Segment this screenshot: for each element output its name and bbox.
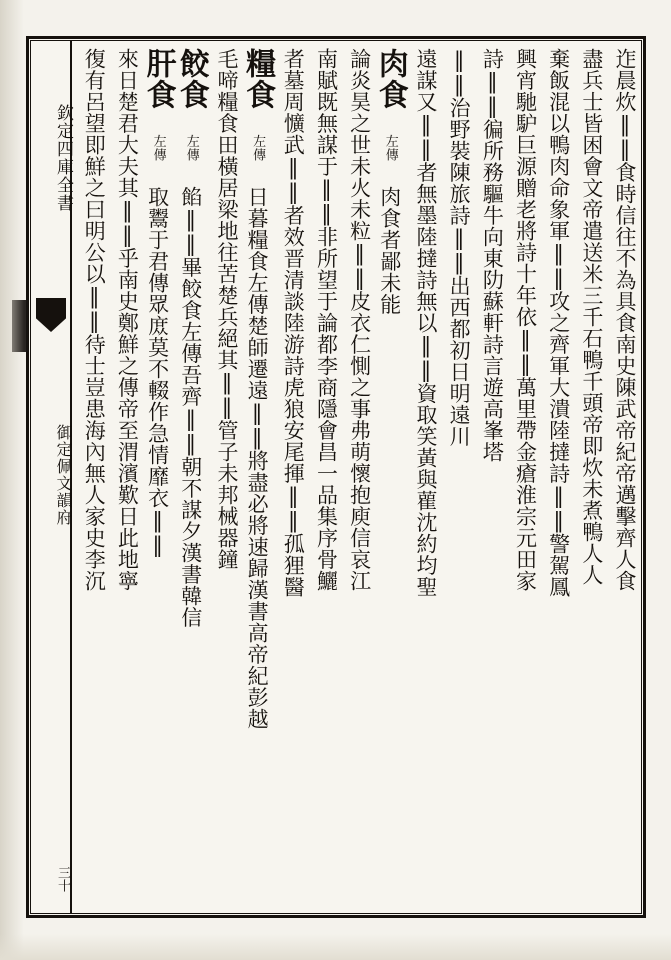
headword-jiao-shi: 餃食 xyxy=(173,48,209,110)
column-text: 日暮糧食左傳楚師遷遠‖‖將盡必將速歸漢書高帝紀彭越 xyxy=(245,186,270,730)
column-text: 詩‖‖徧所務驅牛向東阞蘇軒詩言遊高峯塔 xyxy=(480,48,505,463)
text-column-8 xyxy=(373,46,406,908)
scan-edge-shadow xyxy=(0,0,24,960)
banner-spine-subtitle: 御定佩文韻府 xyxy=(54,424,73,526)
text-column-10 xyxy=(306,46,339,908)
text-column-2 xyxy=(572,46,605,908)
column-text: 迮晨炊‖‖食時信往不為具食南史陳武帝紀帝邁擊齊人食 xyxy=(613,48,637,592)
text-column-15 xyxy=(140,46,176,908)
text-column-3 xyxy=(538,46,571,908)
column-text: 棄飯混以鴨肉命象軍‖‖攻之齊軍大潰陸撻詩‖‖警駕鳳 xyxy=(546,48,571,598)
headword-gan-shi: 肝食 xyxy=(140,48,176,110)
text-column-14 xyxy=(174,46,207,908)
banner-spine-title: 欽定四庫全書 xyxy=(53,104,73,212)
headword-note: 左傳 xyxy=(150,134,166,162)
headword-note: 左傳 xyxy=(183,134,199,162)
headword-liang-shi: 糧食 xyxy=(240,48,276,110)
headword-note: 左傳 xyxy=(382,134,398,162)
column-text: 毛啼糧食田橫居梁地往苦楚兵絕其‖‖管子未邦械器鐘 xyxy=(214,48,239,570)
column-text: 興宵馳馿巨源贈老將詩十年依‖‖萬里帶金瘡淮宗元田家 xyxy=(513,48,538,592)
text-column-13 xyxy=(207,46,240,908)
column-text: 南賦既無謀于‖‖非所望于論都李商隱會昌一品集序骨鱺 xyxy=(314,48,339,592)
text-column-11 xyxy=(273,46,306,908)
column-text: 盡兵士皆困會文帝遣送米三千石鴨千頭帝即炊未煮鴨人人 xyxy=(579,48,604,586)
text-column-5 xyxy=(472,46,505,908)
text-column-7 xyxy=(406,46,439,908)
column-text: 論炎昊之世未火未粒‖‖皮衣仁惻之事弗萌懷抱庾信哀江 xyxy=(347,48,372,592)
text-columns xyxy=(74,46,638,908)
text-column-6 xyxy=(439,46,472,908)
column-text: ‖‖治野裝陳旅詩‖‖出西都初日明遠川 xyxy=(447,48,472,447)
column-text: 者墓周懭武‖‖者效晋清談陸游詩虎狼安尾揮‖‖孤狸醫 xyxy=(281,48,306,598)
column-text: 遠謀又‖‖者無墨陸撻詩無以‖‖資取笑黃與雚沈約均聖 xyxy=(413,48,438,598)
text-column-4 xyxy=(505,46,538,908)
column-text: 肉食者鄙未能 xyxy=(377,186,402,315)
column-text: 餡‖‖畢餃食左傳吾齊‖‖朝不謀夕漢書韓信 xyxy=(178,186,203,628)
page-number: 三十 xyxy=(55,866,70,892)
headword-note: 左傳 xyxy=(250,134,266,162)
text-column-16 xyxy=(107,46,140,908)
fish-tail-mark xyxy=(36,298,66,332)
scan-bottom-shadow xyxy=(0,934,671,960)
column-text: 復有呂望即鮮之曰明公以‖‖待士豈患海內無人家史李沉 xyxy=(82,48,107,592)
center-banner xyxy=(30,40,72,914)
text-column-9 xyxy=(339,46,372,908)
column-text: 取鬻于君傳眾庻莫不輟作急情靡衣‖‖ xyxy=(145,186,170,558)
text-column-17 xyxy=(74,46,107,908)
column-text: 來日楚君大夫其‖‖乎南史鄭鮮之傳帝至渭濱歎日此地寧 xyxy=(115,48,140,592)
text-column-1 xyxy=(605,46,638,908)
headword-rou-shi: 肉食 xyxy=(372,48,408,110)
text-column-12 xyxy=(240,46,276,908)
